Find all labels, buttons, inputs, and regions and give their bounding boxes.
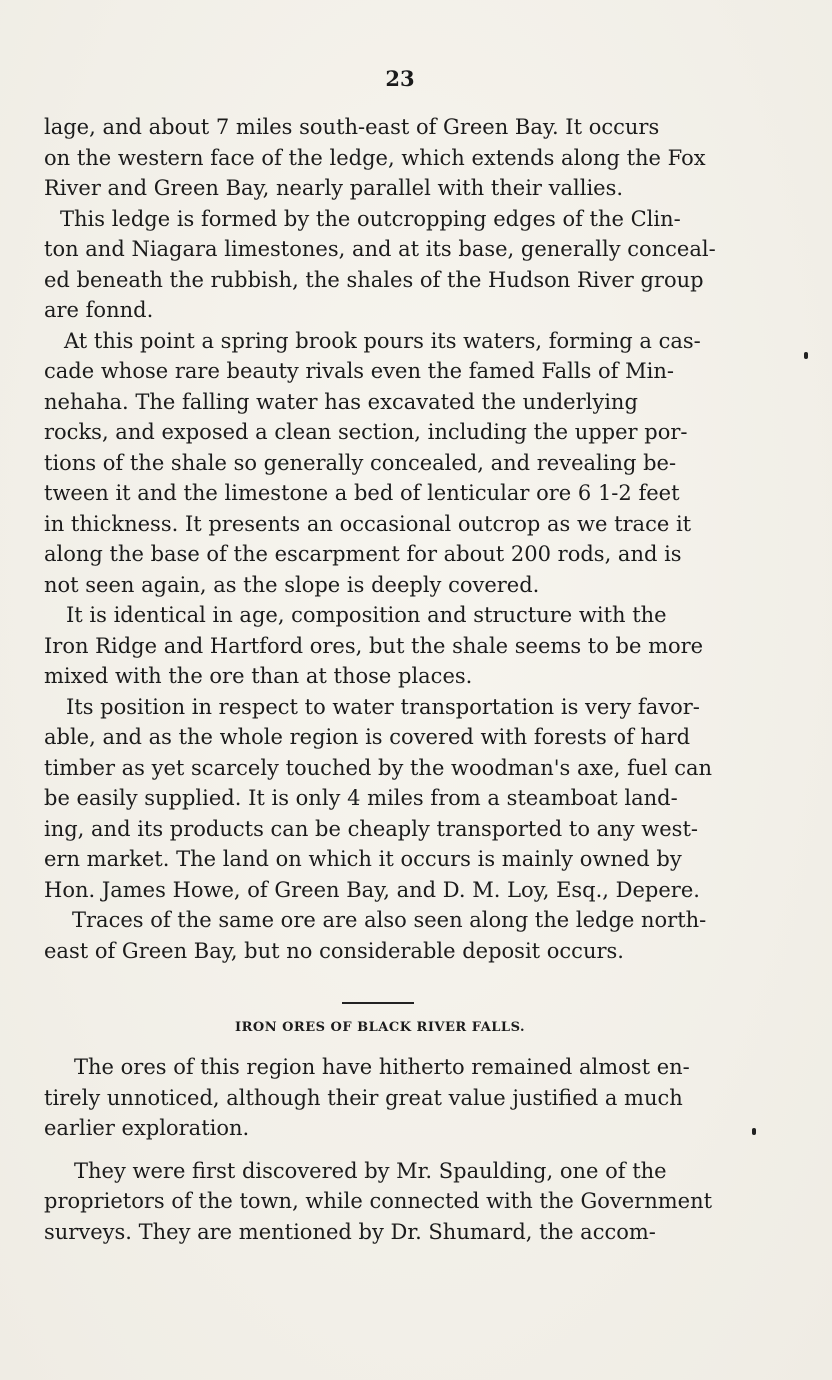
text-line: in thickness. It presents an occasional outcrop as we trace it	[44, 511, 692, 536]
text-line: Traces of the same ore are also seen along the ledge north-	[72, 908, 707, 932]
text-line: This ledge is formed by the outcropping edges of the Clin-	[60, 206, 681, 231]
text-line: be easily supplied. It is only 4 miles from a steamboat land-	[44, 786, 678, 810]
text-line: east of Green Bay, but no considerable deposit occurs.	[44, 938, 624, 963]
text-line: Its position in respect to water transportation is very favor-	[66, 694, 700, 719]
ink-speck	[804, 352, 808, 359]
text-line: tween it and the limestone a bed of lenticular ore 6 1-2 feet	[44, 481, 680, 505]
text-line: At this point a spring brook pours its waters, forming a cas-	[64, 328, 701, 353]
section-heading: IRON ORES OF BLACK RIVER FALLS.	[234, 1020, 526, 1035]
text-line: River and Green Bay, nearly parallel with their vallies.	[44, 176, 624, 200]
text-line: cade whose rare beauty rivals even the famed Falls of Min-	[44, 359, 674, 383]
text-line: earlier exploration.	[44, 1116, 250, 1140]
section-divider	[342, 1002, 414, 1004]
text-line: nehaha. The falling water has excavated the underlying	[44, 389, 638, 414]
paragraph-gap	[44, 1144, 704, 1156]
body-text-block-1	[44, 112, 716, 966]
text-line: able, and as the whole region is covered with forests of hard	[44, 725, 691, 749]
text-line: ton and Niagara limestones, and at its base, generally conceal-	[44, 237, 716, 261]
body-text-block-2	[44, 1052, 713, 1247]
page-number: 23	[385, 66, 415, 91]
text-line: ed beneath the rubbish, the shales of the Hudson River group	[44, 267, 704, 292]
text-line: tions of the shale so generally concealed, and revealing be-	[44, 450, 677, 475]
text-line: ern market. The land on which it occurs is mainly owned by	[44, 847, 682, 871]
text-line: not seen again, as the slope is deeply covered.	[44, 572, 540, 597]
text-line: ing, and its products can be cheaply transported to any west-	[44, 816, 698, 841]
text-line: mixed with the ore than at those places.	[44, 664, 473, 688]
text-line: on the western face of the ledge, which extends along the Fox	[44, 145, 706, 170]
text-line: Hon. James Howe, of Green Bay, and D. M. Loy, Esq., Depere.	[44, 877, 700, 902]
text-line: The ores of this region have hitherto remained almost en-	[74, 1055, 690, 1079]
text-line: lage, and about 7 miles south-east of Green Bay. It occurs	[44, 115, 660, 139]
text-line: proprietors of the town, while connected with the Government	[44, 1189, 713, 1213]
text-line: Iron Ridge and Hartford ores, but the shale seems to be more	[44, 633, 704, 658]
text-line: along the base of the escarpment for about 200 rods, and is	[44, 542, 682, 566]
text-line: tirely unnoticed, although their great value justified a much	[44, 1085, 683, 1110]
text-line: timber as yet scarcely touched by the woodman's axe, fuel can	[44, 755, 713, 780]
text-line: It is identical in age, composition and structure with the	[66, 603, 667, 627]
text-line: rocks, and exposed a clean section, including the upper por-	[44, 420, 688, 444]
ink-speck	[752, 1128, 756, 1135]
text-line: surveys. They are mentioned by Dr. Shumard, the accom-	[44, 1219, 656, 1244]
text-line: are fonnd.	[44, 298, 154, 322]
text-line: They were first discovered by Mr. Spaulding, one of the	[74, 1158, 667, 1183]
